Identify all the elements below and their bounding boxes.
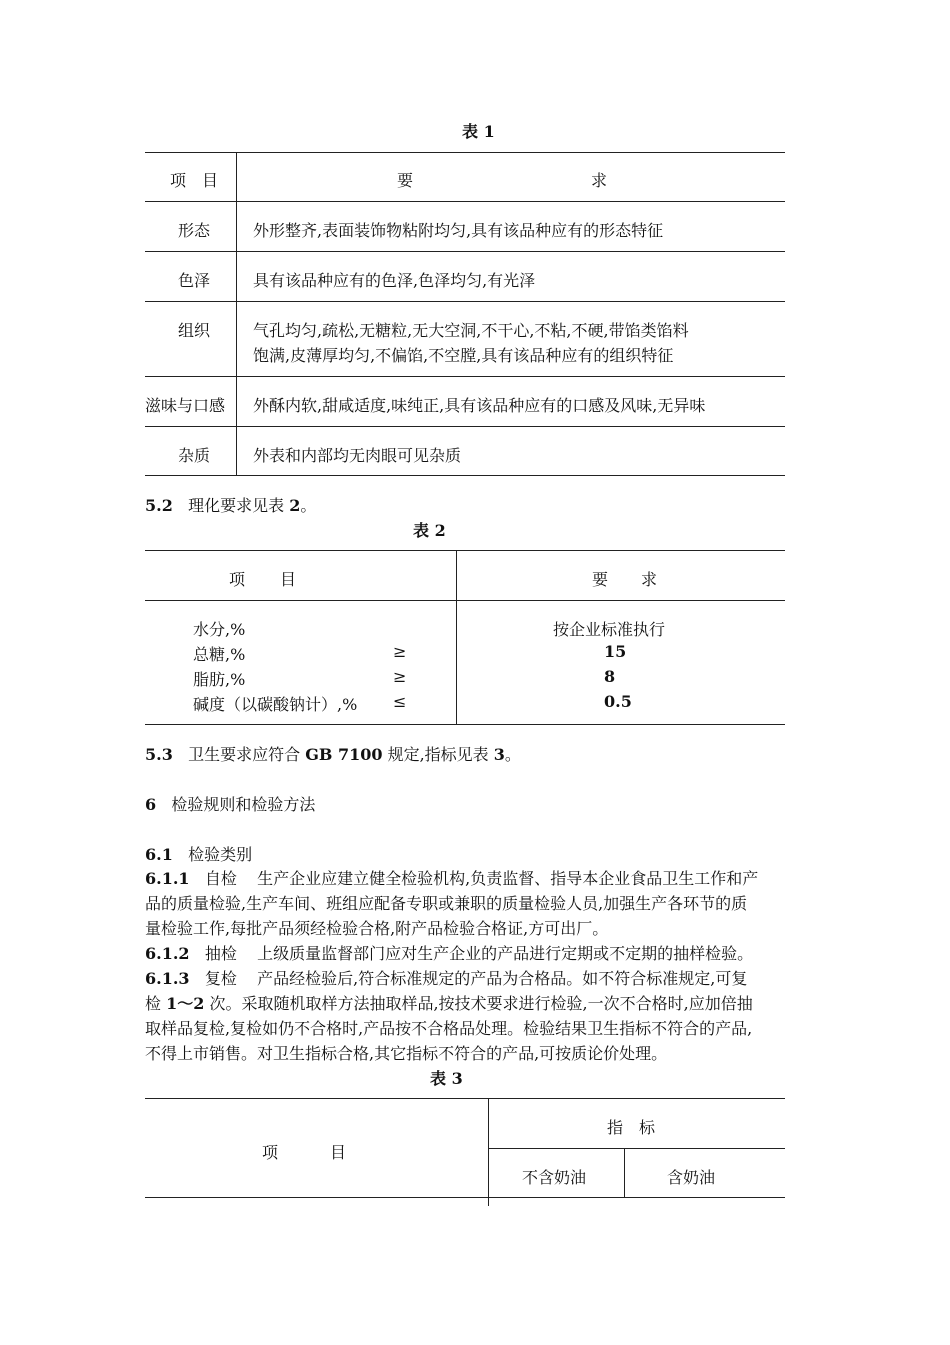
section-title: 抽检 (204, 944, 237, 963)
standard-ref: GB 7100 (305, 745, 383, 764)
table-ref: 3 (493, 745, 505, 764)
table2-divider (456, 550, 457, 725)
table3-caption: 表 3 (430, 1069, 463, 1088)
table3-header-item-b: 目 (330, 1143, 347, 1162)
section-title: 检验类别 (188, 845, 253, 864)
table2-header-req-a: 要 (592, 570, 609, 589)
table1-header-req-b: 求 (591, 171, 608, 190)
table2-row-op: ≥ (393, 667, 407, 686)
section-text: 检 (145, 994, 167, 1013)
table2-header-req-b: 求 (641, 570, 658, 589)
table1-row-item: 色泽 (178, 271, 211, 290)
section-6-1-3-line: 不得上市销售。对卫生指标合格,其它指标不符合的产品,可按质论价处理。 (145, 1044, 668, 1063)
table2-top-rule (145, 550, 785, 551)
section-6-1-3-line: 取样品复检,复检如仍不合格时,产品按不合格品处理。检验结果卫生指标不符合的产品, (145, 1019, 753, 1038)
table2-header-rule (145, 600, 785, 601)
table2-row-value: 15 (604, 642, 627, 661)
table1-row-item: 滋味与口感 (145, 396, 226, 415)
section-text: 次。采取随机取样方法抽取样品,按技术要求进行检验,一次不合格时,应加倍抽 (204, 994, 753, 1013)
table1-row-rule (145, 251, 785, 252)
table3-header-index: 指 标 (607, 1118, 656, 1137)
table3-header-col2: 含奶油 (667, 1168, 716, 1187)
table2-header-item-b: 目 (280, 570, 297, 589)
section-number: 6.1.3 (145, 969, 190, 988)
table1-caption: 表 1 (462, 122, 495, 141)
table3-index-rule (488, 1148, 785, 1149)
section-5-2 (145, 493, 316, 516)
table1-header-item: 项 目 (170, 171, 219, 190)
section-6-1-3-line (145, 991, 753, 1014)
section-6-1-2-line (145, 941, 753, 964)
count-range: 1～2 (166, 994, 205, 1013)
table3-divider (488, 1098, 489, 1206)
section-text: 生产企业应建立健全检验机构,负责监督、指导本企业食品卫生工作和产 (257, 869, 759, 888)
section-title: 自检 (204, 869, 237, 888)
table1-row-item: 杂质 (178, 446, 211, 465)
table2-row-value: 0.5 (604, 692, 632, 711)
section-6-1-1-line: 量检验工作,每批产品须经检验合格,附产品检验合格证,方可出厂。 (145, 919, 609, 938)
table1-row-item: 组织 (178, 321, 211, 340)
section-text: 上级质量监督部门应对生产企业的产品进行定期或不定期的抽样检验。 (257, 944, 754, 963)
section-6-1-1-line (145, 866, 758, 889)
section-6-1-3-line (145, 966, 747, 989)
table1-row-req: 外表和内部均无肉眼可见杂质 (253, 446, 462, 465)
section-5-3 (145, 742, 521, 765)
table2-row-item: 总糖,% (193, 645, 246, 664)
table1-row-req: 外酥内软,甜咸适度,味纯正,具有该品种应有的口感及风味,无异味 (253, 396, 706, 415)
table2-caption: 表 2 (413, 521, 446, 540)
section-text: 卫生要求应符合 (188, 745, 306, 764)
section-title: 复检 (204, 969, 237, 988)
section-6 (145, 792, 315, 815)
table1-row-item: 形态 (178, 221, 211, 240)
table-ref: 2 (289, 496, 301, 515)
section-number: 6 (145, 795, 157, 814)
table3-top-rule (145, 1098, 785, 1099)
table2-row-item: 水分,% (193, 620, 246, 639)
section-number: 6.1.1 (145, 869, 190, 888)
section-number: 5.3 (145, 745, 173, 764)
table1-header-req-a: 要 (397, 171, 414, 190)
table2-row-value: 按企业标准执行 (553, 620, 666, 639)
table2-row-op: ≤ (393, 692, 407, 711)
table3-header-item-a: 项 (262, 1143, 279, 1162)
section-end: 。 (504, 745, 521, 764)
table1-bottom-rule (145, 475, 785, 476)
table2-header-item-a: 项 (229, 570, 246, 589)
table1-row-req: 外形整齐,表面装饰物粘附均匀,具有该品种应有的形态特征 (253, 221, 664, 240)
table1-header-rule (145, 201, 785, 202)
table3-header-rule (145, 1197, 785, 1198)
section-number: 6.1 (145, 845, 173, 864)
table1-row-rule (145, 376, 785, 377)
table1-row-rule (145, 301, 785, 302)
section-6-1-1-line: 品的质量检验,生产车间、班组应配备专职或兼职的质量检验人员,加强生产各环节的质 (145, 894, 748, 913)
section-text: 产品经检验后,符合标准规定的产品为合格品。如不符合标准规定,可复 (257, 969, 748, 988)
section-end: 。 (300, 496, 317, 515)
section-number: 5.2 (145, 496, 173, 515)
section-text: 理化要求见表 (188, 496, 290, 515)
table2-row-value: 8 (604, 667, 616, 686)
table2-row-item: 碱度（以碳酸钠计）,% (193, 695, 358, 714)
section-6-1 (145, 842, 252, 865)
table1-top-rule (145, 152, 785, 153)
table2-bottom-rule (145, 724, 785, 725)
table1-row-req: 饱满,皮薄厚均匀,不偏馅,不空膛,具有该品种应有的组织特征 (253, 346, 674, 365)
section-text: 规定,指标见表 (382, 745, 494, 764)
table2-row-op: ≥ (393, 642, 407, 661)
section-number: 6.1.2 (145, 944, 190, 963)
table1-row-req: 具有该品种应有的色泽,色泽均匀,有光泽 (253, 271, 536, 290)
table3-subdivider (624, 1148, 625, 1198)
table2-row-item: 脂肪,% (193, 670, 246, 689)
table3-header-col1: 不含奶油 (522, 1168, 587, 1187)
table1-row-req: 气孔均匀,疏松,无糖粒,无大空洞,不干心,不粘,不硬,带馅类馅料 (253, 321, 689, 340)
table1-row-rule (145, 426, 785, 427)
section-title: 检验规则和检验方法 (171, 795, 316, 814)
